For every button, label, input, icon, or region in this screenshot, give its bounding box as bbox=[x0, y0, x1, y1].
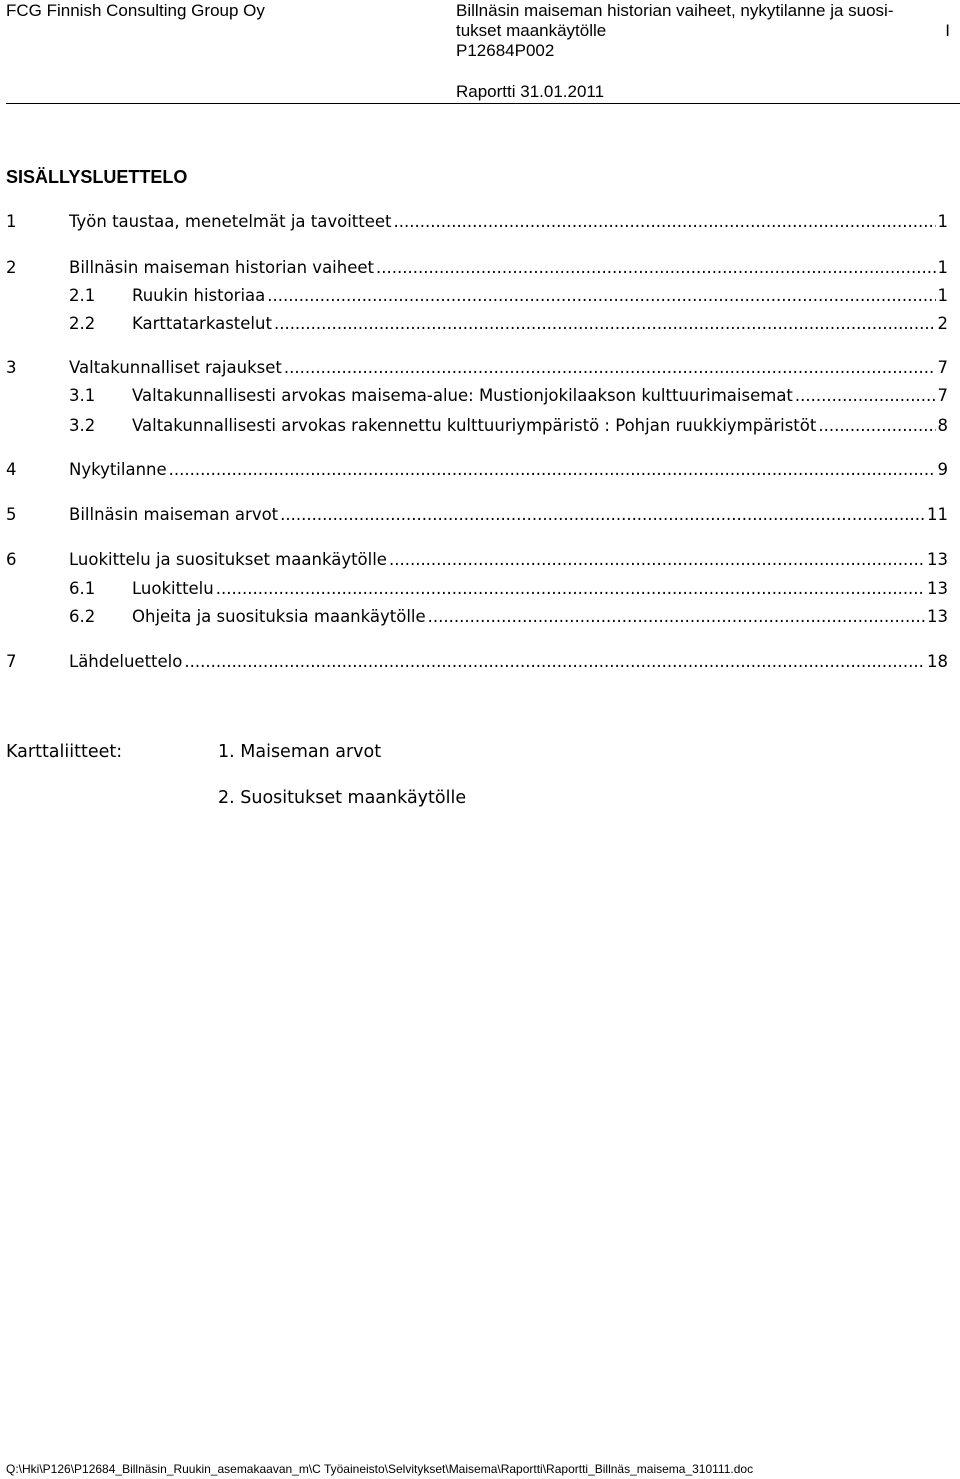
toc-entry[interactable] bbox=[6, 459, 948, 481]
toc-entry-page: 7 bbox=[937, 386, 948, 405]
toc-entry-title: Ruukin historiaa bbox=[132, 286, 266, 305]
toc-entry[interactable] bbox=[6, 549, 948, 571]
toc-dot-leader bbox=[280, 504, 925, 526]
toc-entry-page: 13 bbox=[927, 550, 948, 569]
toc-entry[interactable] bbox=[69, 606, 948, 628]
toc-dot-leader bbox=[284, 357, 936, 379]
toc-entry-page: 13 bbox=[927, 607, 948, 626]
toc-heading: SISÄLLYSLUETTELO bbox=[6, 167, 188, 187]
toc-entry[interactable] bbox=[69, 578, 948, 600]
toc-entry-number: 7 bbox=[6, 652, 17, 671]
toc-entry-number: 2 bbox=[6, 258, 17, 277]
toc-entry[interactable] bbox=[69, 385, 948, 407]
toc-entry-page: 1 bbox=[937, 258, 948, 277]
company-name: FCG Finnish Consulting Group Oy bbox=[6, 1, 265, 20]
toc-entry-title: Nykytilanne bbox=[69, 460, 167, 479]
toc-dot-leader bbox=[274, 313, 936, 335]
toc-entry-number: 6 bbox=[6, 550, 17, 569]
toc-entry-title: Billnäsin maiseman arvot bbox=[69, 505, 279, 524]
toc-entry[interactable] bbox=[69, 415, 948, 437]
toc-entry-title: Ohjeita ja suosituksia maankäytölle bbox=[132, 607, 426, 626]
toc-entry-title: Valtakunnalliset rajaukset bbox=[69, 358, 282, 377]
toc-entry-title: Valtakunnallisesti arvokas maisema-alue: Mustionjokilaakson kulttuurimaisemat bbox=[132, 386, 793, 405]
map-appendices-label: Karttaliitteet: bbox=[6, 742, 123, 762]
toc-dot-leader bbox=[428, 606, 925, 628]
toc-entry-number: 1 bbox=[6, 212, 17, 231]
toc-entry-title: Valtakunnallisesti arvokas rakennettu kulttuuriympäristö : Pohjan ruukkiympäristöt bbox=[132, 416, 817, 435]
page-marker: I bbox=[945, 21, 950, 40]
toc-entry-number: 5 bbox=[6, 505, 17, 524]
toc-entry-number: 3.1 bbox=[69, 386, 96, 405]
toc-entry-page: 1 bbox=[937, 212, 948, 231]
toc-entry-title: Luokittelu ja suositukset maankäytölle bbox=[69, 550, 387, 569]
toc-dot-leader bbox=[394, 211, 936, 233]
document-title-line-1: Billnäsin maiseman historian vaiheet, nykytilanne ja suosi- bbox=[456, 1, 894, 20]
toc-entry-page: 11 bbox=[927, 505, 948, 524]
toc-entry-number: 3.2 bbox=[69, 416, 96, 435]
toc-entry-number: 6.2 bbox=[69, 607, 96, 626]
toc-entry[interactable] bbox=[6, 211, 948, 233]
toc-dot-leader bbox=[184, 651, 925, 673]
map-appendix-item: 2. Suositukset maankäytölle bbox=[218, 788, 467, 808]
toc-entry-number: 6.1 bbox=[69, 579, 96, 598]
toc-dot-leader bbox=[216, 578, 925, 600]
toc-entry[interactable] bbox=[6, 504, 948, 526]
document-title-line-2: tukset maankäytölle bbox=[456, 21, 607, 40]
project-code: P12684P002 bbox=[456, 41, 555, 60]
toc-dot-leader bbox=[795, 385, 936, 407]
toc-entry-page: 1 bbox=[937, 286, 948, 305]
header-divider bbox=[6, 103, 960, 104]
toc-entry[interactable] bbox=[69, 285, 948, 307]
toc-dot-leader bbox=[267, 285, 935, 307]
toc-entry-page: 9 bbox=[937, 460, 948, 479]
toc-entry[interactable] bbox=[69, 313, 948, 335]
toc-entry[interactable] bbox=[6, 651, 948, 673]
toc-entry-page: 7 bbox=[937, 358, 948, 377]
toc-dot-leader bbox=[389, 549, 925, 571]
toc-dot-leader bbox=[376, 257, 935, 279]
toc-dot-leader bbox=[169, 459, 936, 481]
map-appendix-item: 1. Maiseman arvot bbox=[218, 742, 382, 762]
footer-file-path: Q:\Hki\P126\P12684_Billnäsin_Ruukin_asemakaavan_m\C Työaineisto\Selvitykset\Maisema\Raportti\Raportti_Billnäs_maisema_310111.doc bbox=[6, 1462, 754, 1476]
toc-entry-number: 4 bbox=[6, 460, 17, 479]
toc-entry-number: 2.1 bbox=[69, 286, 96, 305]
toc-entry-number: 2.2 bbox=[69, 314, 96, 333]
report-date: Raportti 31.01.2011 bbox=[456, 82, 605, 101]
toc-entry-page: 8 bbox=[937, 416, 948, 435]
toc-entry-title: Karttatarkastelut bbox=[132, 314, 272, 333]
toc-entry-page: 13 bbox=[927, 579, 948, 598]
toc-dot-leader bbox=[818, 415, 935, 437]
page-header bbox=[0, 0, 960, 104]
toc-entry[interactable] bbox=[6, 357, 948, 379]
toc-entry-title: Luokittelu bbox=[132, 579, 214, 598]
toc-entry-page: 2 bbox=[937, 314, 948, 333]
toc-entry-number: 3 bbox=[6, 358, 17, 377]
toc-entry-page: 18 bbox=[927, 652, 948, 671]
document-title bbox=[456, 1, 956, 61]
toc-entry-title: Työn taustaa, menetelmät ja tavoitteet bbox=[69, 212, 392, 231]
toc-entry-title: Billnäsin maiseman historian vaiheet bbox=[69, 258, 375, 277]
toc-entry[interactable] bbox=[6, 257, 948, 279]
toc-entry-title: Lähdeluettelo bbox=[69, 652, 183, 671]
